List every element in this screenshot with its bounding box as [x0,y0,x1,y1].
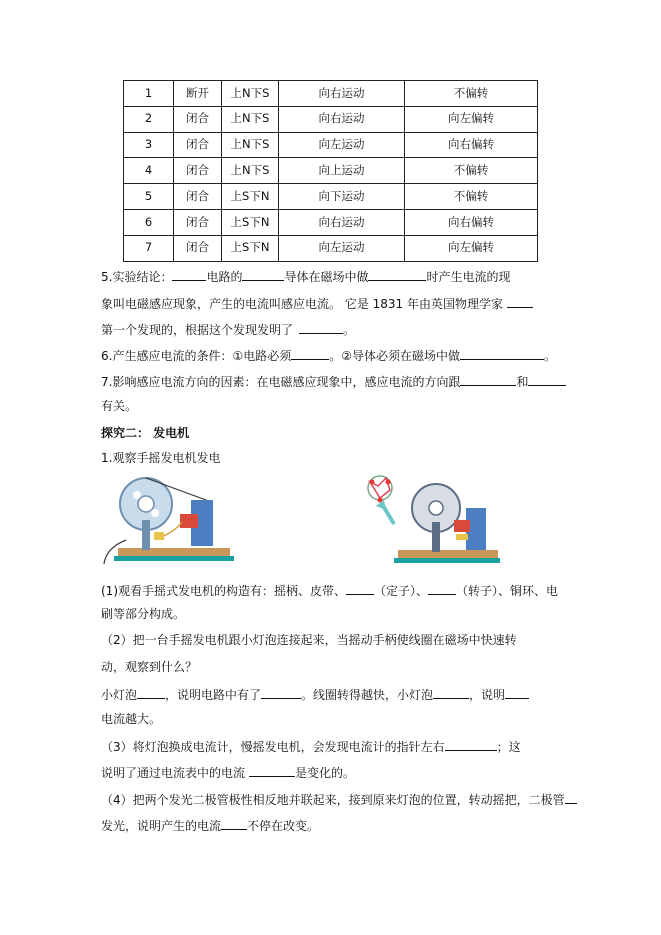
p4-line2 [101,818,319,832]
magnet [180,514,198,528]
table-cell: 6 [124,209,174,235]
q5-line3 [101,322,355,336]
p2-line1: （2）把一台手摇发电机跟小灯泡连接起来，当摇动手柄使线圈在磁场中快速转 [101,633,517,647]
table-cell: 闭合 [174,184,222,210]
blank [242,269,284,281]
text: 电路的 [206,270,243,284]
hole [151,509,159,517]
blank [428,583,456,595]
table-cell: 上N下S [222,106,279,132]
table-cell: 向右偏转 [405,209,538,235]
text: ，说明电路中有了 [165,688,262,702]
table-cell: 向右偏转 [405,132,538,158]
table-cell: 向左偏转 [405,106,538,132]
table-cell: 不偏转 [405,184,538,210]
text: ；这 [496,740,521,754]
q5-line1 [101,269,511,283]
blank [505,687,529,699]
led [370,480,375,485]
table-cell: 上N下S [222,132,279,158]
text: （4）把两个发光二极管极性相反地并联起来，接到原来灯泡的位置，转动摇把，二极管 [101,793,565,807]
table-cell: 1 [124,81,174,107]
led [386,480,391,485]
blank [368,269,426,281]
text: 小灯泡 [101,688,138,702]
table-row [124,106,538,132]
table-cell: 向下运动 [279,184,405,210]
text: 。 [543,349,556,363]
table-row [124,209,538,235]
blank [137,687,165,699]
magnet [454,520,470,532]
table-row [124,132,538,158]
table-cell: 闭合 [174,132,222,158]
table-cell: 闭合 [174,106,222,132]
generator-led-figure [362,472,502,572]
wheel-stand [432,522,440,552]
generator-bulb-figure [96,470,246,570]
q7-line1 [101,374,566,388]
table-cell: 5 [124,184,174,210]
base-edge [114,556,234,561]
p1-line2: 刷等部分构成。 [101,607,186,621]
text: （定子）、 [374,584,429,598]
text: 。线圈转得越快，小灯泡 [301,688,434,702]
table-cell: 向右运动 [279,106,405,132]
text: 发光，说明产生的电流 [101,819,222,833]
table-cell: 向上运动 [279,158,405,184]
text: ，说明 [469,688,506,702]
bulb-holder [154,532,164,540]
p3-line1 [101,739,521,753]
table-cell: 不偏转 [405,81,538,107]
wheel-stand [142,520,150,550]
table-cell: 闭合 [174,235,222,261]
p1-line1 [101,583,558,597]
blank [172,269,206,281]
connector [456,534,468,540]
table-cell: 2 [124,106,174,132]
observe-heading: 1.观察手摇发电机发电 [101,451,221,465]
text: (1)观看手摇式发电机的构造有：摇柄、皮带、 [101,584,346,598]
blank [291,348,329,360]
table-cell: 4 [124,158,174,184]
text: 和 [516,375,529,389]
table-cell: 3 [124,132,174,158]
text: 象叫电磁感应现象，产生的电流叫感应电流。 它是 1831 年由英国物理学家 [101,297,503,311]
table-row [124,158,538,184]
blank [565,792,577,804]
text: 不停在改变。 [247,819,320,833]
table-cell: 向右运动 [279,81,405,107]
p3-line2 [101,765,355,779]
blank [460,348,544,360]
text: （转子）、铜环、电 [456,584,559,598]
q7-line2 [101,400,137,412]
text: 第一个发现的，根据这个发现发明了 [101,323,294,337]
blank [460,374,516,386]
text: 7.影响感应电流方向的因素：在电磁感应现象中，感应电流的方向跟 [101,375,461,389]
blank [249,765,295,777]
q6-line [101,348,556,362]
text: 。 [343,323,356,337]
table-cell: 向右运动 [279,209,405,235]
section-heading: 探究二： 发电机 [101,426,190,440]
blank [445,739,497,751]
table-cell: 向左运动 [279,235,405,261]
text: 是变化的。 [295,766,356,780]
blank [221,818,247,830]
text: 有关。 [101,399,138,413]
text: （3）将灯泡换成电流计，慢摇发电机，会发现电流计的指针左右 [101,740,445,754]
table-cell: 断开 [174,81,222,107]
table-cell: 上N下S [222,81,279,107]
table-cell: 上S下N [222,235,279,261]
blank [346,583,374,595]
table-cell: 7 [124,235,174,261]
text: 。②导体必须在磁场中做 [329,349,460,363]
wire [164,522,182,536]
q5-line2 [101,296,533,310]
table-cell: 上N下S [222,158,279,184]
p2-line4: 电流越大。 [101,712,162,726]
table-cell: 上S下N [222,184,279,210]
q5-label: 5.实验结论： [101,270,173,284]
table-cell: 上S下N [222,209,279,235]
hub [138,496,154,512]
table-row [124,184,538,210]
table-cell: 向左运动 [279,132,405,158]
table-cell: 不偏转 [405,158,538,184]
blank [433,687,469,699]
blank [528,374,566,386]
table-cell: 向左偏转 [405,235,538,261]
hub [429,501,443,515]
experiment-table [123,80,538,262]
text: 6.产生感应电流的条件：①电路必须 [101,349,292,363]
blank [299,322,343,334]
text: 时产生电流的现 [426,270,511,284]
table-row [124,235,538,261]
base-edge [394,558,500,563]
text: 说明了通过电流表中的电流 [101,766,246,780]
p2-line2: 动，观察到什么？ [101,660,198,674]
blank [261,687,301,699]
hole [133,491,141,499]
table-row [124,81,538,107]
text: 导体在磁场中做 [284,270,369,284]
blank [507,296,533,308]
p2-line3 [101,687,529,701]
table-cell: 闭合 [174,209,222,235]
table-cell: 闭合 [174,158,222,184]
p4-line1 [101,792,577,806]
